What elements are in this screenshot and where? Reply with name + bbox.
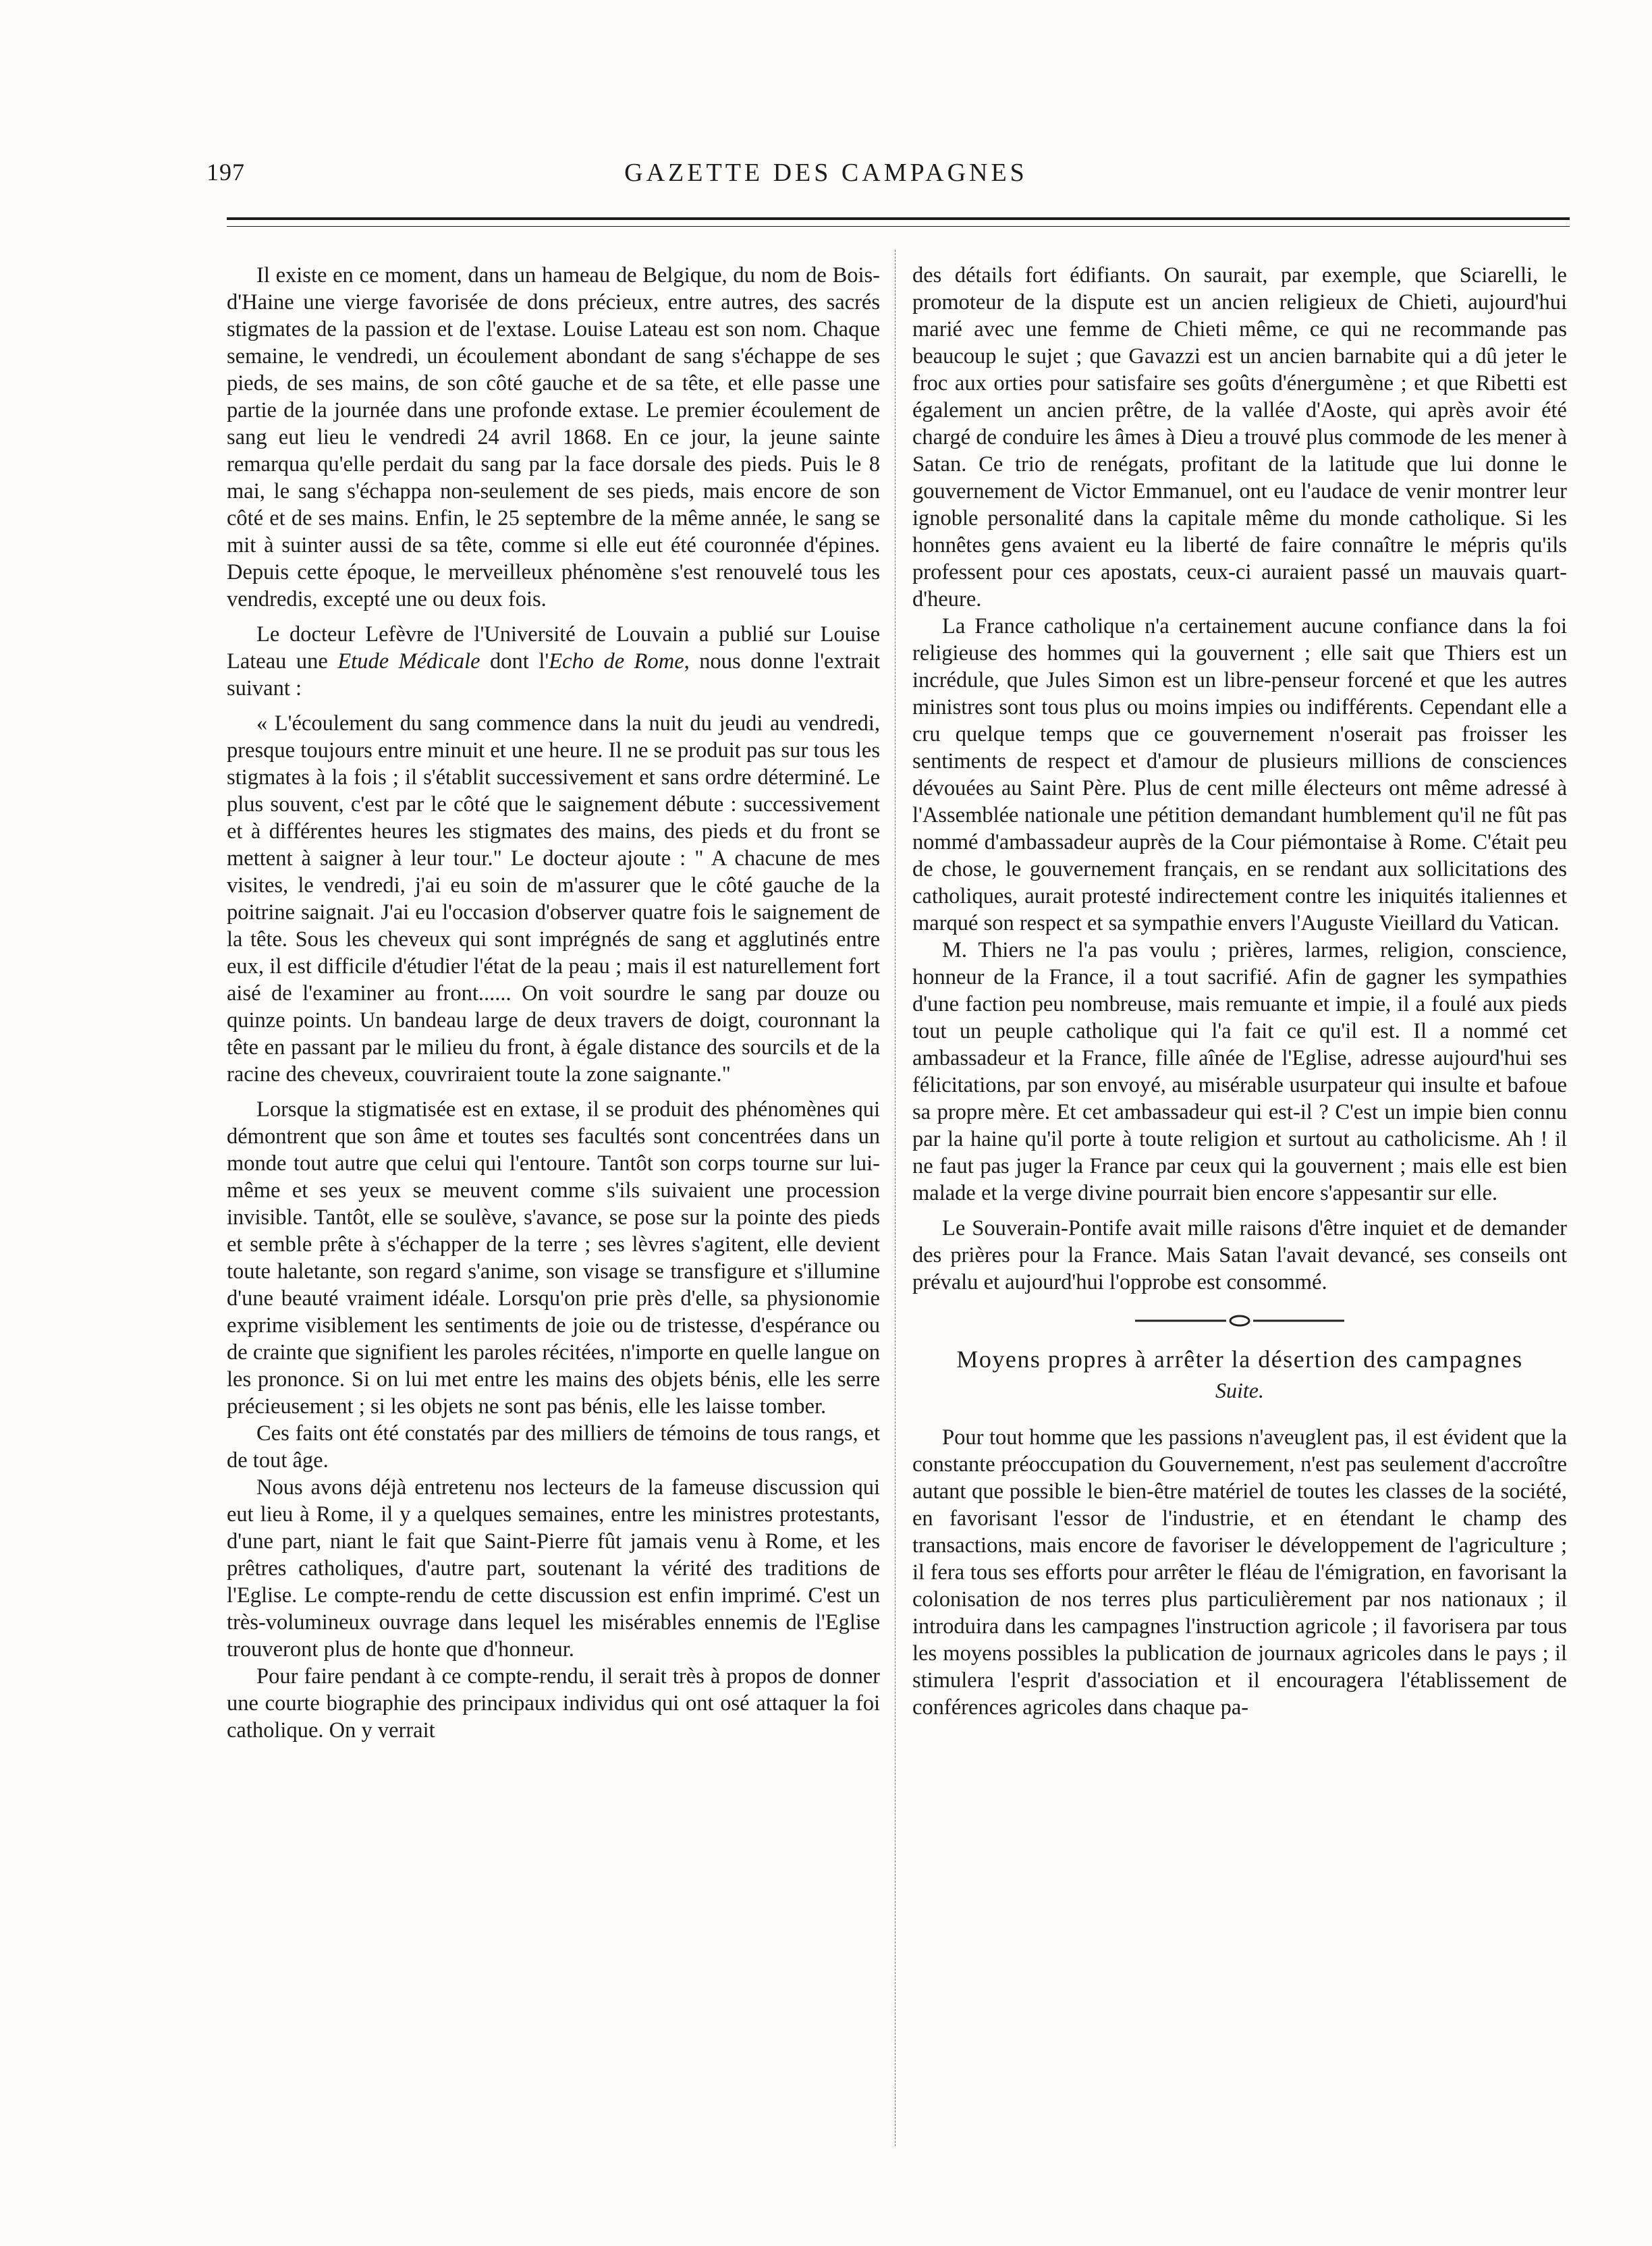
paragraph: Le Souverain-Pontife avait mille raisons d'être inquiet et de demander des prières pour la France. Mais Satan l'avait devancé, ses conseils ont prévalu et aujourd'hui l'opprobe est consommé. [912,1216,1567,1294]
paragraph [227,621,880,702]
paragraph: Pour tout homme que les passions n'aveuglent pas, il est évident que la constante préoccupation du Gouvernement, n'est pas seulement d'accroître autant que possible le bien-être matériel de toutes les classes de la société, en favorisant l'essor de l'industrie, et en étendant le champ des transactions, mais encore de favoriser le développement de l'agriculture ; il fera tous ses efforts pour arrêter le fléau de l'émigration, en favorisant la colonisation de nos terres plus particulièrement par nos nationaux ; il introduira dans les campagnes l'instruction agricole ; il favorisera par tous les moyens possibles la publication de journaux agricoles dans le pays ; il stimulera l'esprit d'association et il encouragera l'établissement de conférences agricoles dans chaque pa- [912,1425,1567,1720]
header-rule [227,217,1570,227]
text-run: Le docteur Lefèvre de l'Université de Louvain a publié sur Louise Lateau une [227,622,880,674]
italic-title: Echo de Rome [549,649,684,674]
ornament-rule [1128,1314,1351,1327]
right-column [912,262,1567,1721]
page-number: 197 [206,159,245,186]
paragraph: La France catholique n'a certainement aucune confiance dans la foi religieuse des hommes qui la gouvernent ; elle sait que Thiers est un incrédule, que Jules Simon est un libre-penseur forcené et que les autres ministres sont tous plus ou moins impies ou indifférents. Cependant elle a cru quelque temps que ce gouvernement n'oserait pas froisser les sentiments de respect et d'amour de plusieurs millions de consciences dévouées au Saint Père. Plus de cent mille électeurs ont même adressé à l'Assemblée nationale une pétition demandant humblement qu'il ne fût pas nommé d'ambassadeur auprès de la Cour piémontaise à Rome. C'était peu de chose, le gouvernement français, en se rendant aux sollicitations des catholiques, aurait protesté indirectement contre les iniquités italiennes et marqué son respect et sa sympathie envers l'Auguste Vieillard du Vatican. [912,614,1567,935]
paragraph: Nous avons déjà entretenu nos lecteurs de la fameuse discussion qui eut lieu à Rome, il y a quelques semaines, entre les ministres protestants, d'une part, niant le fait que Saint-Pierre fût jamais venu à Rome, et les prêtres catholiques, d'autre part, soutenant la vérité des traditions de l'Eglise. Le compte-rendu de cette discussion est enfin imprimé. C'est un très-volumineux ouvrage dans lequel les misérables ennemis de l'Eglise trouveront plus de honte que d'honneur. [227,1475,880,1662]
section-ornament [912,1308,1567,1335]
paragraph: des détails fort édifiants. On saurait, par exemple, que Sciarelli, le promoteur de la dispute est un ancien religieux de Chieti, aujourd'hui marié avec une femme de Chieti même, ce qui ne recommande pas beaucoup le sujet ; que Gavazzi est un ancien barnabite qui a dû jeter le froc aux orties pour satisfaire ses goûts d'énergumène ; et que Ribetti est également un ancien prêtre, de la vallée d'Aoste, qui après avoir été chargé de conduire les âmes à Dieu a trouvé plus commode de les mener à Satan. Ce trio de renégats, profitant de la latitude que lui donne le gouvernement de Victor Emmanuel, ont eu l'audace de venir montrer leur ignoble personalité dans la capitale même du monde catholique. Si les honnêtes gens avaient eu la liberté de faire connaître le mépris qu'ils professent pour ces apostats, ceux-ci auraient passé un mauvais quart-d'heure. [912,263,1567,611]
italic-title: Etude Médicale [337,649,480,674]
quotation: « L'écoulement du sang commence dans la nuit du jeudi au vendredi, presque toujours entre minuit et une heure. Il ne se produit pas sur tous les stigmates à la fois ; il s'établit successivement et sans ordre déterminé. Le plus souvent, c'est par le côté que le saignement débute : successivement et à différentes heures les stigmates des mains, des pieds et du front se mettent à saigner à leur tour." Le docteur ajoute : " A chacune de mes visites, le vendredi, j'ai eu soin de m'assurer que le côté gauche de la poitrine saignait. J'ai eu l'occasion d'observer quatre fois le saignement de la tête. Sous les cheveux qui sont imprégnés de sang et agglutinés entre eux, il est difficile d'étudier l'état de la peau ; mais il est naturellement fort aisé de l'examiner au front...... On voit sourdre le sang par douze ou quinze points. Un bandeau large de deux travers de doigt, couronnant la tête en passant par le milieu du front, à égale distance des sourcils et de la racine des cheveux, couvriraient toute la zone saignante." [227,711,880,1087]
text-run: dont l' [480,649,549,674]
paragraph: M. Thiers ne l'a pas voulu ; prières, larmes, religion, conscience, honneur de la France, il a tout sacrifié. Afin de gagner les sympathies d'une faction peu nombreuse, mais remuante et impie, il a foulé aux pieds tout un peuple catholique qui l'a fait ce qu'il est. Il a nommé cet ambassadeur et la France, fille aînée de l'Eglise, adresse aujourd'hui ses félicitations, par son envoyé, au misérable usurpateur qui insulte et bafoue sa propre mère. Et cet ambassadeur qui est-il ? C'est un impie bien connu par la haine qu'il porte à toute religion et surtout au catholicisme. Ah ! il ne faut pas juger la France par ceux qui la gouvernent ; mais elle est bien malade et la verge divine pourrait bien encore s'appesantir sur elle. [912,938,1567,1205]
running-title: GAZETTE DES CAMPAGNES [624,159,1028,187]
left-column [227,262,880,1744]
column-divider [895,250,896,2146]
paragraph: Il existe en ce moment, dans un hameau de Belgique, du nom de Bois-d'Haine une vierge favorisée de dons précieux, entre autres, des sacrés stigmates de la passion et de l'extase. Louise Lateau est son nom. Chaque semaine, le vendredi, un écoulement abondant de sang s'échappe de ses pieds, de ses mains, de son côté gauche et de sa tête, et elle passe une partie de la journée dans une profonde extase. Le premier écoulement de sang eut lieu le vendredi 24 avril 1868. En ce jour, la jeune sainte remarqua qu'elle perdait du sang par la face dorsale des pieds. Puis le 8 mai, le sang s'échappa non-seulement de ses pieds, mais encore de son côté et de ses mains. Enfin, le 25 septembre de la même année, le sang se mit à suinter aussi de sa tête, comme si elle eut été couronnée d'épines. Depuis cette époque, le merveilleux phénomène s'est renouvelé tous les vendredis, excepté une ou deux fois. [227,263,880,611]
paragraph: Pour faire pendant à ce compte-rendu, il serait très à propos de donner une courte biographie des principaux individus qui ont osé attaquer la foi catholique. On y verrait [227,1664,880,1743]
paragraph: Lorsque la stigmatisée est en extase, il se produit des phénomènes qui démontrent que son âme et toutes ses facultés sont concentrées dans un monde tout autre que celui qui l'entoure. Tantôt son corps tourne sur lui-même et ses yeux se meuvent comme s'ils suivaient une procession invisible. Tantôt, elle se soulève, s'avance, se pose sur la pointe des pieds et semble prête à s'échapper de la terre ; ses lèvres s'agitent, elle devient toute haletante, son regard s'anime, son visage se transfigure et s'illumine d'une beauté vraiment idéale. Lorsqu'on prie près d'elle, sa physionomie exprime visiblement les sentiments de joie ou de tristesse, d'espérance ou de crainte que signifient les paroles récitées, n'importe en quelle langue on les prononce. Si on lui met entre les mains des objets bénis, elle les serre précieusement ; si les objets ne sont pas bénis, elle les laisse tomber. [227,1097,880,1419]
paragraph: Ces faits ont été constatés par des milliers de témoins de tous rangs, et de tout âge. [227,1421,880,1473]
section-title: Moyens propres à arrêter la désertion des campagnes [956,1346,1523,1373]
text-run: , nous donne l'extrait suivant : [227,649,880,701]
section-subtitle: Suite. [1215,1378,1264,1402]
